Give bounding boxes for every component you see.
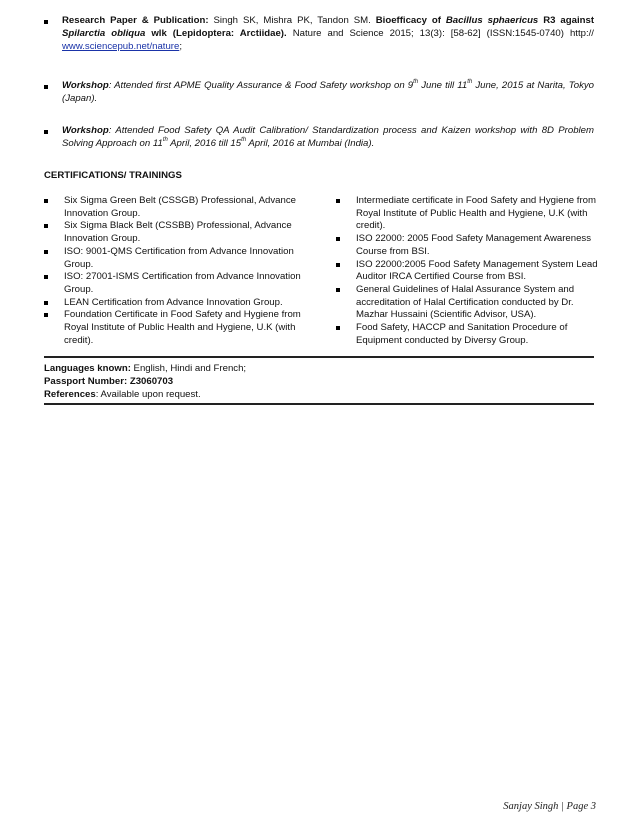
workshop-text: April, 2016 at Mumbai (India). — [246, 138, 375, 149]
references-line — [44, 388, 246, 401]
species-name: Spilarctia obliqua — [62, 28, 146, 39]
bullet-icon — [336, 237, 340, 241]
page-number: Page 3 — [566, 801, 596, 812]
certification-text: Six Sigma Black Belt (CSSBB) Professional, Advance Innovation Group. — [64, 220, 292, 245]
paper-title-part: wlk (Lepidoptera: Arctiidae). — [151, 28, 287, 39]
list-item — [44, 297, 312, 310]
bullet-icon — [44, 85, 48, 89]
certification-text: Foundation Certificate in Food Safety and Hygiene from Royal Institute of Public Health and Hygiene, U.K (with credit). — [64, 309, 301, 346]
passport-line — [44, 375, 246, 388]
bullet-icon — [336, 326, 340, 330]
references-label: References — [44, 389, 96, 400]
bullet-icon — [336, 263, 340, 267]
entry-label: Research Paper & Publication: — [62, 15, 209, 26]
punctuation: ; — [179, 41, 182, 52]
certification-text: ISO 22000:2005 Food Safety Management System Lead Auditor IRCA Certified Course from BSI. — [356, 258, 598, 283]
journal-citation: Nature and Science 2015; 13(3): [58-62] (ISSN:1545-0740) http:// — [292, 28, 594, 39]
personal-info — [44, 362, 246, 401]
entry-label: Workshop — [62, 80, 109, 91]
bullet-icon — [44, 275, 48, 279]
certification-text: ISO 22000: 2005 Food Safety Management Awareness Course from BSI. — [356, 233, 592, 257]
paper-title-part: R3 against — [543, 15, 595, 26]
list-item — [336, 233, 598, 258]
bullet-icon — [44, 224, 48, 228]
certification-text: General Guidelines of Halal Assurance System and accreditation of Halal Certification conducted by Dr. Mazhar Hussaini (Scientific Advisor, USA). — [356, 283, 575, 321]
workshop-text: April, 2016 till 15 — [167, 138, 242, 149]
certification-text: LEAN Certification from Advance Innovation Group. — [64, 296, 283, 308]
ordinal-suffix: th — [467, 78, 473, 85]
workshop-text: : Attended Food Safety QA Audit Calibration/ Standardization process and Kaizen workshop with 8D Problem Solving Approach on 11 — [62, 125, 594, 149]
ordinal-suffix: th — [241, 136, 247, 143]
ordinal-suffix: th — [162, 136, 168, 143]
list-item — [44, 195, 312, 220]
workshop-text: : Attended first APME Quality Assurance & Food Safety workshop on 9 — [108, 80, 414, 91]
page-footer — [503, 801, 596, 812]
divider-top — [44, 356, 594, 358]
list-item — [336, 259, 598, 284]
certifications-left-column — [44, 195, 312, 347]
references-value: : Available upon request. — [95, 389, 201, 400]
workshop-entry — [62, 124, 594, 150]
workshop-text: June till 11 — [418, 80, 468, 91]
passport-number: Passport Number: Z3060703 — [44, 376, 174, 387]
list-item — [336, 322, 598, 347]
workshop-entry — [62, 79, 594, 105]
bullet-icon — [336, 288, 340, 292]
divider-bottom — [44, 403, 594, 405]
bullet-icon — [44, 130, 48, 134]
certification-text: Food Safety, HACCP and Sanitation Procedure of Equipment conducted by Diversy Group. — [356, 322, 568, 346]
list-item — [336, 195, 598, 233]
publication-entry — [62, 14, 594, 53]
authors: Singh SK, Mishra PK, Tandon SM. — [213, 15, 371, 26]
certification-text: ISO: 27001-ISMS Certification from Advance Innovation Group. — [64, 271, 301, 295]
bullet-icon — [44, 301, 48, 305]
footer-name: Sanjay Singh — [503, 801, 559, 812]
certifications-right-column — [336, 195, 598, 347]
languages-line — [44, 362, 246, 375]
paper-title-part: Bioefficacy of — [375, 15, 441, 26]
list-item — [44, 246, 312, 271]
list-item — [44, 271, 312, 296]
species-name: Bacillus sphaericus — [445, 15, 539, 26]
certification-text: Six Sigma Green Belt (CSSGB) Professional, Advance Innovation Group. — [64, 195, 296, 219]
certification-text: Intermediate certificate in Food Safety and Hygiene from Royal Institute of Public Health and Hygiene, U.K (with credit). — [356, 195, 596, 232]
languages-value: English, Hindi and French; — [130, 363, 247, 374]
workshop-text: June, 2015 at Narita, Tokyo (Japan). — [62, 80, 595, 104]
list-item — [336, 284, 598, 322]
bullet-icon — [336, 199, 340, 203]
bullet-icon — [44, 20, 48, 24]
section-heading-certifications: CERTIFICATIONS/ TRAININGS — [44, 170, 182, 181]
journal-link[interactable]: www.sciencepub.net/nature — [62, 41, 180, 52]
entry-label: Workshop — [62, 125, 109, 136]
list-item — [44, 220, 312, 245]
footer-separator: | — [558, 801, 567, 812]
bullet-icon — [44, 250, 48, 254]
list-item — [44, 309, 312, 347]
languages-label: Languages known: — [44, 363, 131, 374]
bullet-icon — [44, 199, 48, 203]
bullet-icon — [44, 313, 48, 317]
ordinal-suffix: th — [413, 78, 419, 85]
certification-text: ISO: 9001-QMS Certification from Advance Innovation Group. — [64, 245, 294, 270]
